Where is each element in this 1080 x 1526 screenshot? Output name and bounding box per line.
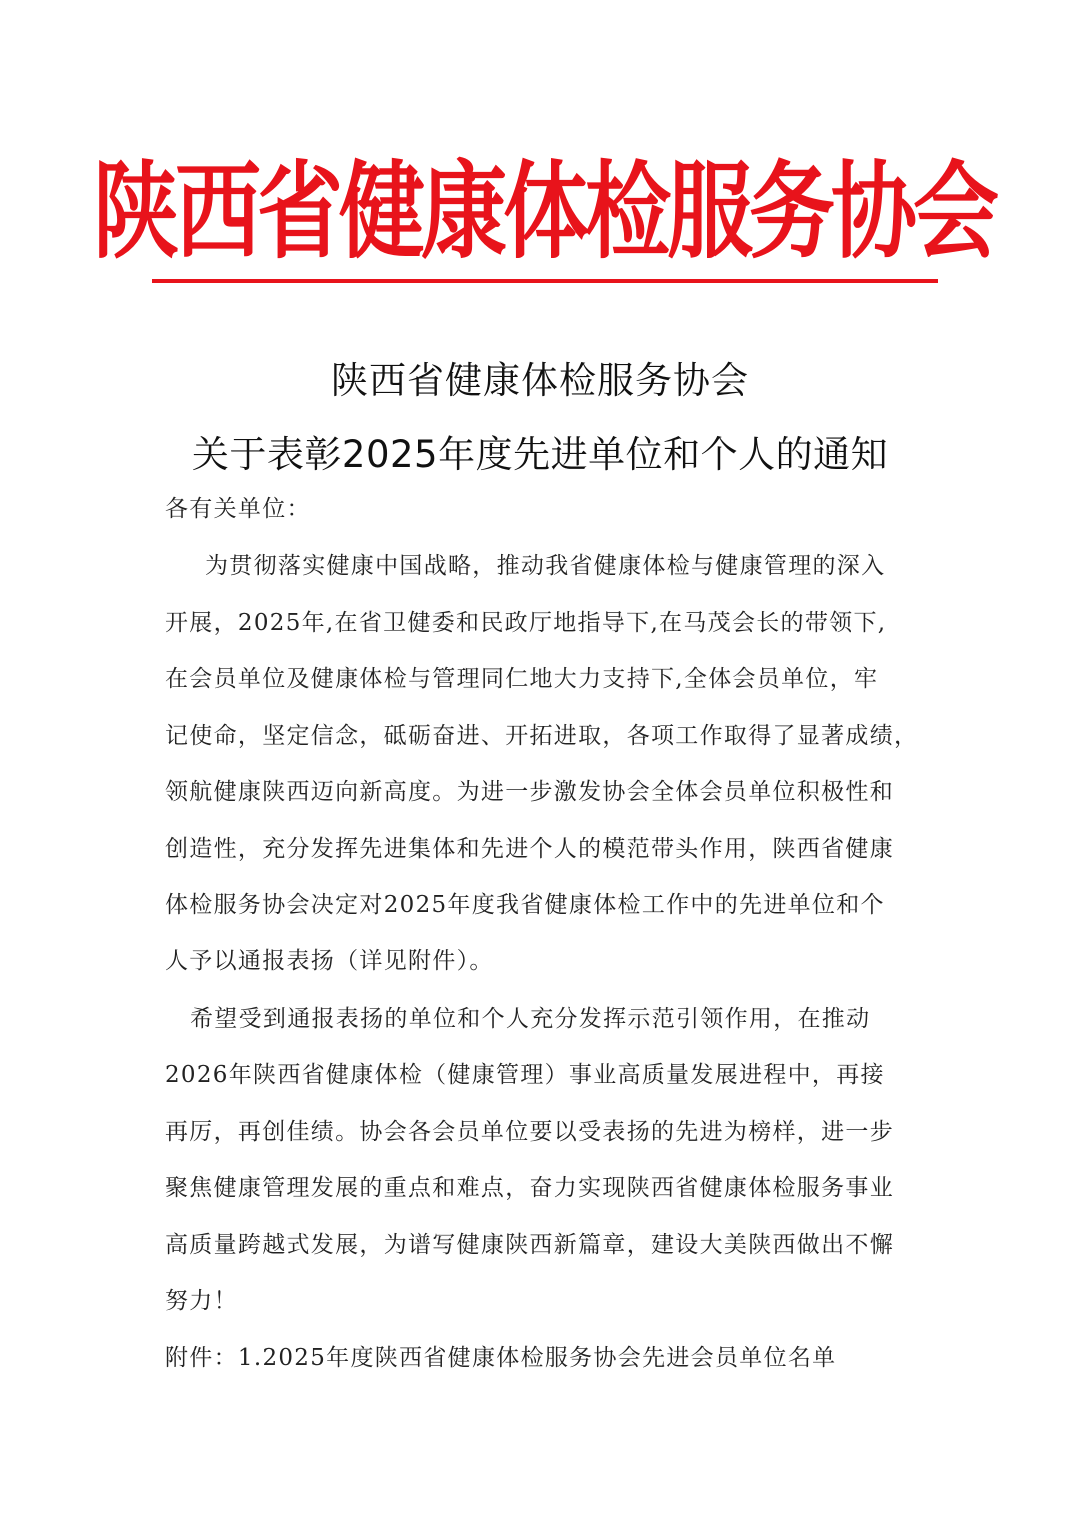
paragraph-1-line: 开展，2025年,在省卫健委和民政厅地指导下,在马茂会长的带领下, xyxy=(165,610,887,636)
paragraph-1-line: 人予以通报表扬（详见附件）。 xyxy=(165,948,494,974)
paragraph-2-line: 希望受到通报表扬的单位和个人充分发挥示范引领作用，在推动 xyxy=(190,1006,871,1032)
red-letterhead-title: 陕西省健康体检服务协会 xyxy=(93,151,995,274)
paragraph-1-line: 体检服务协会决定对2025年度我省健康体检工作中的先进单位和个 xyxy=(165,892,885,918)
notice-title-line-2: 关于表彰2025年度先进单位和个人的通知 xyxy=(191,433,889,476)
paragraph-1-line: 为贯彻落实健康中国战略，推动我省健康体检与健康管理的深入 xyxy=(205,553,886,579)
paragraph-2-line: 努力！ xyxy=(165,1288,238,1314)
paragraph-1-line: 在会员单位及健康体检与管理同仁地大力支持下,全体会员单位，牢 xyxy=(165,666,879,692)
attachment-note: 附件：1.2025年度陕西省健康体检服务协会先进会员单位名单 xyxy=(165,1345,837,1371)
paragraph-1-line: 记使命，坚定信念，砥砺奋进、开拓进取，各项工作取得了显著成绩， xyxy=(165,723,919,749)
paragraph-1-line: 创造性，充分发挥先进集体和先进个人的模范带头作用，陕西省健康 xyxy=(165,836,894,862)
paragraph-2-line: 2026年陕西省健康体检（健康管理）事业高质量发展进程中，再接 xyxy=(165,1062,885,1088)
red-letterhead-rule xyxy=(152,279,938,283)
salutation: 各有关单位： xyxy=(165,496,311,522)
paragraph-2-line: 再厉，再创佳绩。协会各会员单位要以受表扬的先进为榜样，进一步 xyxy=(165,1119,894,1145)
notice-title-line-1: 陕西省健康体检服务协会 xyxy=(331,359,749,402)
paragraph-1-line: 领航健康陕西迈向新高度。为进一步激发协会全体会员单位积极性和 xyxy=(165,779,894,805)
paragraph-2-line: 聚焦健康管理发展的重点和难点，奋力实现陕西省健康体检服务事业 xyxy=(165,1175,894,1201)
paragraph-2-line: 高质量跨越式发展，为谱写健康陕西新篇章，建设大美陕西做出不懈 xyxy=(165,1232,894,1258)
